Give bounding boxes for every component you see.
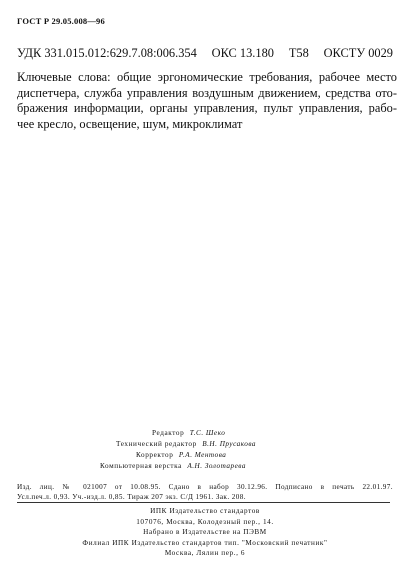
udk-code: УДК 331.015.012:629.7.08:006.354 <box>17 46 197 60</box>
standard-header: ГОСТ Р 29.05.008—96 <box>17 16 105 26</box>
publication-line: Изд. лиц. № 021007 от 10.08.95. Сдано в набор 30.12.96. Подписано в печать 22.01.97. <box>17 483 393 491</box>
okstu-code: ОКСТУ 0029 <box>323 46 393 60</box>
keywords-block <box>17 70 397 132</box>
footer-line: Набрано в Издательстве на ПЭВМ <box>143 528 267 536</box>
credit-name: Т.С. Шеко <box>189 429 226 437</box>
credit-role: Технический редактор <box>116 440 197 448</box>
oks-code: ОКС 13.180 <box>211 46 274 60</box>
divider-rule <box>17 502 390 503</box>
credits-block <box>100 428 360 472</box>
credit-role: Компьютерная верстка <box>100 462 182 470</box>
classification-codes <box>17 46 393 61</box>
credit-role: Редактор <box>152 429 185 437</box>
footer-line: ИПК Издательство стандартов <box>150 507 260 515</box>
credit-tech-editor <box>100 439 360 450</box>
credit-name: Р.А. Ментова <box>178 451 227 459</box>
footer-line: Москва, Лялин пер., 6 <box>164 549 246 557</box>
credit-proofreader <box>100 450 360 461</box>
t-code: Т58 <box>288 46 309 60</box>
publication-info <box>17 482 393 502</box>
credit-layout <box>100 461 360 472</box>
credit-name: В.Н. Прусакова <box>202 440 257 448</box>
footer-line: Филиал ИПК Издательство стандартов тип. "Московский печатник" <box>82 538 328 547</box>
credit-editor <box>100 428 360 439</box>
publisher-footer <box>17 506 393 559</box>
keywords-line: бражения информации, органы управления, пульт управления, рабо- <box>17 101 397 115</box>
keywords-line: Ключевые слова: общие эргономические требования, рабочее место <box>17 70 397 84</box>
credit-role: Корректор <box>136 451 174 459</box>
keywords-line: диспетчера, служба управления воздушным движением, средства ото- <box>17 85 397 100</box>
keywords-line: чее кресло, освещение, шум, микроклимат <box>17 116 243 131</box>
footer-line: 107076, Москва, Колодезный пер., 14. <box>136 517 274 526</box>
credit-name: А.Н. Золотарева <box>187 462 246 470</box>
publication-line: Усл.печ.л. 0,93. Уч.-изд.л. 0,85. Тираж 207 экз. С/Д 1961. Зак. 208. <box>17 493 246 501</box>
